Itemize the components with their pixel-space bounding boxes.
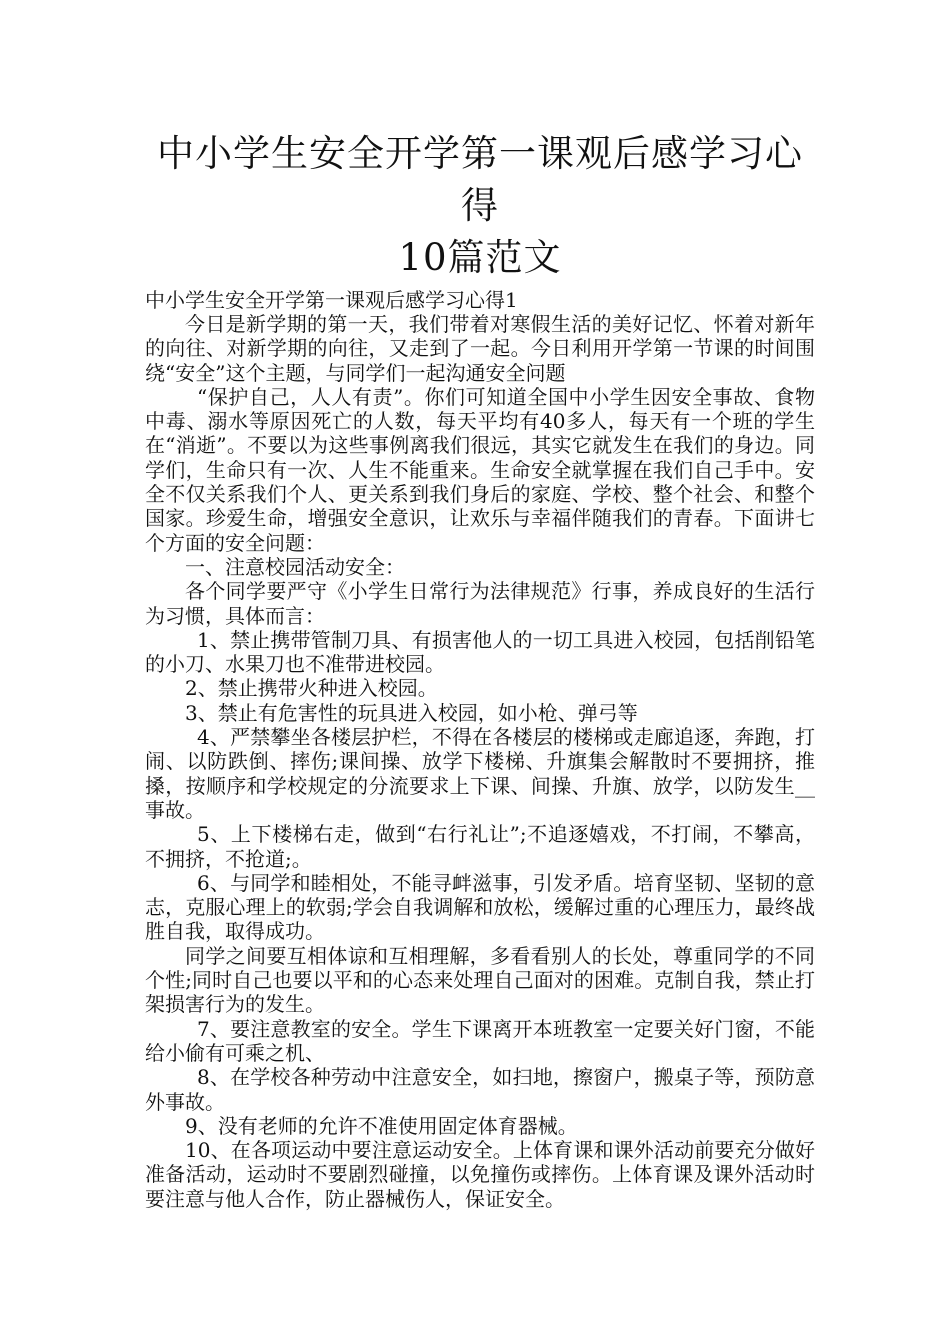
paragraph-9: 5、上下楼梯右走，做到“右行礼让”;不追逐嬉戏，不打闹，不攀高，不拥挤，不抢道;。 — [145, 822, 815, 871]
paragraph-2: “保护自己，人人有责”。你们可知道全国中小学生因安全事故、食物中毒、溺水等原因死亡的人数，每天平均有40多人，每天有一个班的学生在“消逝”。不要以为这些事例离我们很远，其实它就发生在我们的身边。同学们，生命只有一次、人生不能重来。生命安全就掌握在我们自己手中。安全不仅关系我们个人、更关系到我们身后的家庭、学校、整个社会、和整个国家。珍爱生命，增强安全意识，让欢乐与幸福伴随我们的青春。下面讲七个方面的安全问题： — [145, 384, 815, 555]
paragraph-8: 4、严禁攀坐各楼层护栏，不得在各楼层的楼梯或走廊追逐，奔跑，打闹、以防跌倒、摔伤;课间操、放学下楼梯、升旗集会解散时不要拥挤，推搡，按顺序和学校规定的分流要求上下课、间操、升旗、放学，以防发生__事故。 — [145, 725, 815, 822]
paragraph-14: 9、没有老师的允许不准使用固定体育器械。 — [185, 1113, 578, 1138]
paragraph-12: 7、要注意教室的安全。学生下课离开本班教室一定要关好门窗，不能给小偷有可乘之机、 — [145, 1016, 815, 1065]
section-subtitle: 中小学生安全开学第一课观后感学习心得1 — [145, 288, 518, 312]
paragraph-13: 8、在学校各种劳动中注意安全，如扫地，擦窗户，搬桌子等，预防意外事故。 — [145, 1065, 815, 1114]
title-line-1: 中小学生安全开学第一课观后感学习心得 — [157, 132, 803, 227]
document-page — [145, 128, 815, 1211]
paragraph-11: 同学之间要互相体谅和互相理解，多看看别人的长处，尊重同学的不同个性;同时自己也要以平和的心态来处理自己面对的困难。克制自我，禁止打架损害行为的发生。 — [145, 943, 815, 1017]
paragraph-1: 今日是新学期的第一天，我们带着对寒假生活的美好记忆、怀着对新年的向往、对新学期的向往，又走到了一起。今日利用开学第一节课的时间围绕“安全”这个主题，与同学们一起沟通安全问题 — [145, 312, 815, 385]
paragraph-10: 6、与同学和睦相处，不能寻衅滋事，引发矛盾。培育坚韧、坚韧的意志，克服心理上的软弱;学会自我调解和放松，缓解过重的心理压力，最终战胜自我，取得成功。 — [145, 870, 815, 944]
paragraph-7: 3、禁止有危害性的玩具进入校园，如小枪、弹弓等 — [185, 700, 638, 725]
title-line-2: 10篇范文 — [398, 236, 562, 279]
document-title — [145, 128, 815, 284]
paragraph-5: 1、禁止携带管制刀具、有损害他人的一切工具进入校园，包括削铅笔的小刀、水果刀也不准带进校园。 — [145, 627, 815, 677]
paragraph-3: 一、注意校园活动安全： — [185, 554, 405, 579]
paragraph-15: 10、在各项运动中要注意运动安全。上体育课和课外活动前要充分做好准备活动，运动时不要剧烈碰撞，以免撞伤或摔伤。上体育课及课外活动时要注意与他人合作，防止器械伤人，保证安全。 — [145, 1138, 815, 1211]
paragraph-6: 2、禁止携带火种进入校园。 — [185, 676, 438, 701]
paragraph-4: 各个同学要严守《小学生日常行为法律规范》行事，养成良好的生活行为习惯，具体而言： — [145, 579, 815, 628]
